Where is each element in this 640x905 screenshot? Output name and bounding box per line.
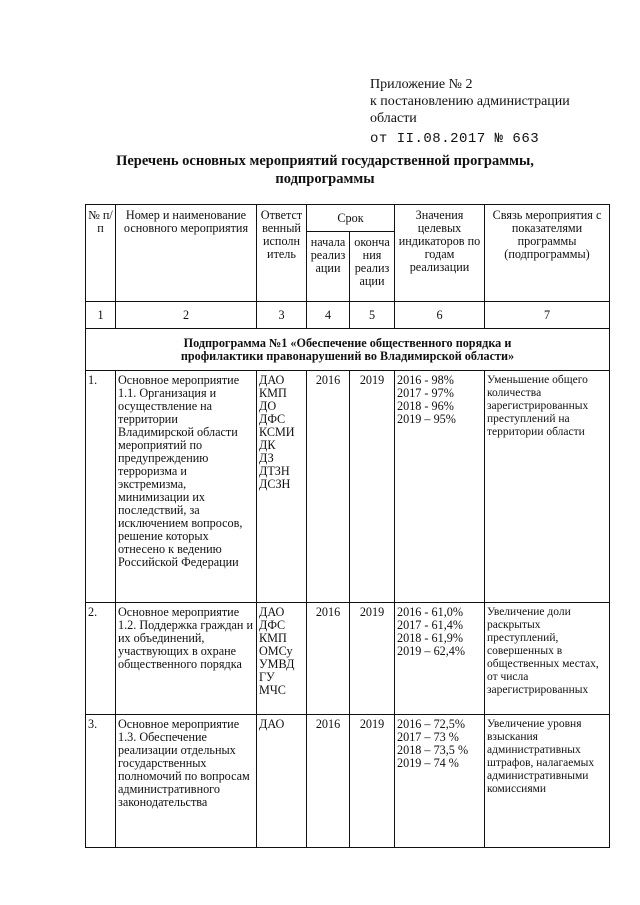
- col-number: 5: [350, 302, 395, 329]
- row-end: 2019: [350, 371, 395, 603]
- row-indicators: 2016 - 61,0% 2017 - 61,4% 2018 - 61,9% 2019 – 62,4%: [395, 603, 485, 715]
- row-start: 2016: [307, 715, 350, 848]
- row-link: Увеличение доли раскрытых преступлений, совершенных в общественных местах, от числа зарегистрированных: [485, 603, 610, 715]
- appendix-line-2: к постановлению администрации: [370, 94, 570, 109]
- appendix-line-1: Приложение № 2: [370, 77, 473, 92]
- row-num: 1.: [86, 371, 116, 603]
- appendix-date-number: от II.08.2017 № 663: [370, 131, 540, 147]
- row-start: 2016: [307, 603, 350, 715]
- header-link: Связь мероприятия с показателями программы (подпрограммы): [485, 205, 610, 302]
- row-num: 2.: [86, 603, 116, 715]
- col-number: 4: [307, 302, 350, 329]
- row-indicators: 2016 - 98% 2017 - 97% 2018 - 96% 2019 – 95%: [395, 371, 485, 603]
- row-num: 3.: [86, 715, 116, 848]
- appendix-line-3: области: [370, 111, 417, 126]
- row-name: Основное мероприятие 1.3. Обеспечение реализации отдельных государственных полномочий по вопросам административного законодательства: [116, 715, 257, 848]
- document-title: Перечень основных мероприятий государственной программы, подпрограммы: [116, 153, 534, 187]
- row-start: 2016: [307, 371, 350, 603]
- column-numbers-row: [86, 302, 610, 329]
- header-term: Срок: [307, 205, 395, 232]
- row-responsible: ДАО КМП ДО ДФС КСМИ ДК ДЗ ДТЗН ДСЗН: [257, 371, 307, 603]
- table-row: [86, 715, 610, 848]
- header-num: № п/п: [86, 205, 116, 302]
- subprogram-row: [86, 329, 610, 371]
- row-link: Увеличение уровня взыскания административных штрафов, налагаемых административными комиссиями: [485, 715, 610, 848]
- header-start: начала реализ ации: [307, 232, 350, 302]
- subprogram-title: Подпрограмма №1 «Обеспечение общественного порядка и профилактики правонарушений во Владимирской области»: [86, 329, 610, 371]
- header-responsible: Ответст венный исполн итель: [257, 205, 307, 302]
- col-number: 3: [257, 302, 307, 329]
- row-responsible: ДАО ДФС КМП ОМСу УМВД ГУ МЧС: [257, 603, 307, 715]
- table-row: [86, 371, 610, 603]
- row-end: 2019: [350, 603, 395, 715]
- header-indicators: Значения целевых индикаторов по годам реализации: [395, 205, 485, 302]
- row-indicators: 2016 – 72,5% 2017 – 73 % 2018 – 73,5 % 2019 – 74 %: [395, 715, 485, 848]
- col-number: 1: [86, 302, 116, 329]
- col-number: 7: [485, 302, 610, 329]
- col-number: 2: [116, 302, 257, 329]
- row-end: 2019: [350, 715, 395, 848]
- header-name: Номер и наименование основного мероприятия: [116, 205, 257, 302]
- col-number: 6: [395, 302, 485, 329]
- measures-table: [85, 204, 610, 848]
- row-responsible: ДАО: [257, 715, 307, 848]
- header-row: [86, 205, 610, 232]
- appendix-block: [370, 76, 570, 148]
- row-link: Уменьшение общего количества зарегистрированных преступлений на территории области: [485, 371, 610, 603]
- header-end: оконча ния реализ ации: [350, 232, 395, 302]
- row-name: Основное мероприятие 1.2. Поддержка граждан и их объединений, участвующих в охране общественного порядка: [116, 603, 257, 715]
- row-name: Основное мероприятие 1.1. Организация и осуществление на территории Владимирской области мероприятий по предупреждению терроризма и экстремизма, минимизации их последствий, за исключением вопросов, решение которых отнесено к ведению Российской Федерации: [116, 371, 257, 603]
- table-row: [86, 603, 610, 715]
